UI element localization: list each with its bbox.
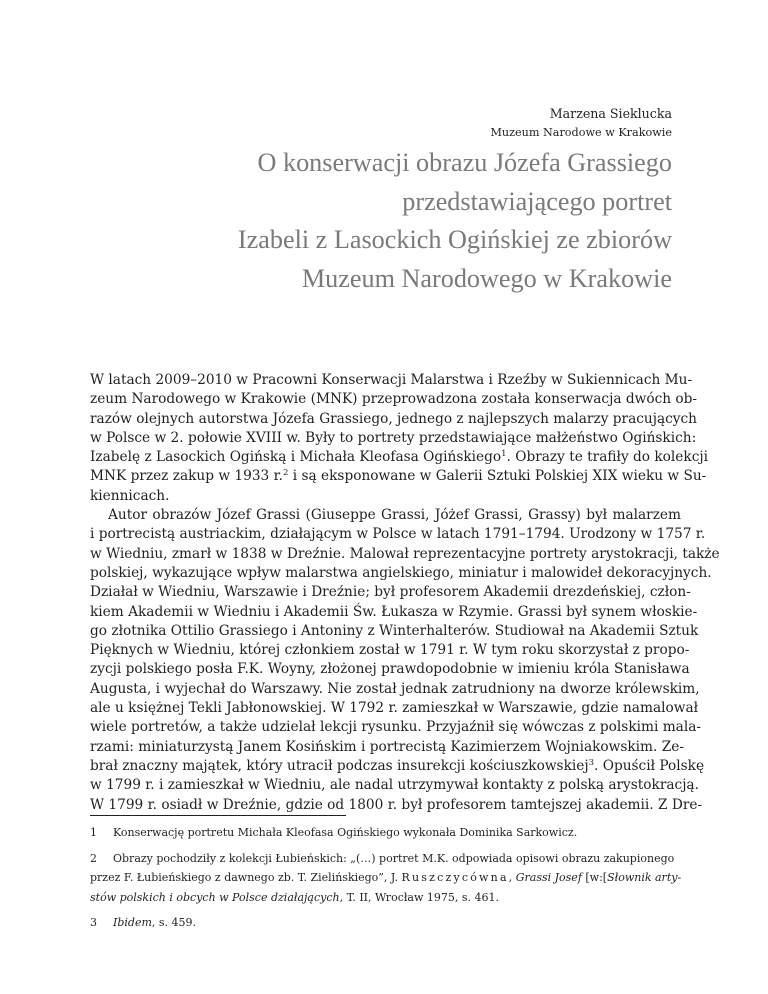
title-line: Muzeum Narodowego w Krakowie bbox=[301, 263, 672, 293]
body-line: zycji polskiego posła F.K. Woyny, złożonej prawdopodobnie w imieniu króla Stanisława bbox=[90, 661, 690, 678]
cited-source: stów polskich i obcych w Polsce działających bbox=[90, 890, 340, 904]
footnote-number: 2 bbox=[90, 851, 97, 865]
footnote-ref-2[interactable]: 2 bbox=[282, 468, 289, 479]
body-line: W 1799 r. osiadł w Dreźnie, gdzie od 1800 r. był profesorem tamtejszej akademii. Z Dre- bbox=[90, 796, 703, 813]
body-line: Działał w Wiedniu, Warszawie i Dreźnie; był profesorem Akademii drezdeńskiej, człon- bbox=[90, 584, 691, 601]
cited-source: Słownik arty- bbox=[607, 871, 682, 884]
body-line: Pięknych w Wiedniu, której członkiem został w 1791 r. W tym roku skorzystał z propo- bbox=[90, 642, 690, 659]
body-text-run: MNK przez zakup w 1933 r. bbox=[90, 468, 283, 485]
footnote-ref-1[interactable]: 1 bbox=[501, 449, 507, 460]
body-line: w 1799 r. i zamieszkał w Wiedniu, ale nadal utrzymywał kontakty z polską arystokracją. bbox=[90, 777, 699, 794]
body-line bbox=[90, 448, 708, 467]
footnote-3 bbox=[90, 913, 681, 933]
body-text-run: . Obrazy te trafiły do kolekcji bbox=[506, 449, 708, 466]
footnote-run: , s. 459. bbox=[151, 916, 197, 929]
body-line bbox=[90, 467, 707, 486]
body-text bbox=[90, 371, 720, 815]
title-line: przedstawiającego portret bbox=[402, 186, 672, 216]
footnote-number: 3 bbox=[90, 916, 97, 929]
footnote-number: 1 bbox=[90, 826, 97, 839]
body-line: razów olejnych autorstwa Józefa Grassiego, jednego z najlepszych malarzy pracujących bbox=[90, 410, 698, 427]
cited-title: Grassi Josef bbox=[515, 871, 582, 884]
cited-author: Ruszczycówna bbox=[401, 871, 509, 884]
body-line: Autor obrazów Józef Grassi (Giuseppe Grassi, Jóżef Grassi, Grassy) był malarzem bbox=[108, 507, 681, 524]
footnote-ref-3[interactable]: 3 bbox=[588, 757, 595, 768]
body-text-run: . Opuścił Polskę bbox=[594, 757, 705, 774]
body-text-run: Izabelę z Lasockich Ogińską i Michała Kleofasa Ogińskiego bbox=[90, 449, 502, 466]
author-name: Marzena Sieklucka bbox=[549, 106, 672, 121]
footnote-text: Obrazy pochodziły z kolekcji Łubieńskich: „(…) portret M.K. odpowiada opisowi obrazu zakupionego bbox=[113, 851, 675, 865]
body-line: w Wiedniu, zmarł w 1838 w Dreźnie. Malował reprezentacyjne portrety arystokracji, także bbox=[90, 545, 720, 562]
body-line: kiem Akademii w Wiedniu i Akademii Św. Łukasza w Rzymie. Grassi był synem włoskie- bbox=[90, 603, 698, 620]
footnote-run: , T. II, Wrocław 1975, s. 461. bbox=[339, 890, 500, 904]
body-line: W latach 2009–2010 w Pracowni Konserwacji Malarstwa i Rzeźby w Sukiennicach Mu- bbox=[90, 372, 693, 388]
footnote-text bbox=[90, 868, 681, 888]
footnote-2 bbox=[90, 849, 681, 908]
footnote-1 bbox=[90, 823, 681, 843]
footnote-text bbox=[90, 888, 681, 908]
author-institution: Muzeum Narodowe w Krakowie bbox=[490, 126, 672, 139]
body-line bbox=[90, 757, 705, 776]
body-line: i portrecistą austriackim, działającym w Polsce w latach 1791–1794. Urodzony w 1757 r. bbox=[90, 526, 706, 543]
body-text-run: i są eksponowane w Galerii Sztuki Polskiej XIX wieku w Su- bbox=[288, 468, 707, 485]
body-line: zeum Narodowego w Krakowie (MNK) przeprowadzona została konserwacja dwóch ob- bbox=[90, 391, 698, 408]
body-line: polskiej, wykazujące wpływ malarstwa angielskiego, miniatur i malowideł dekoracyjnych. bbox=[90, 564, 712, 581]
body-line: go złotnika Ottilio Grassiego i Antoniny z Winterhalterów. Studiował na Akademii Sztuk bbox=[90, 622, 699, 639]
footnote-text: Konserwację portretu Michała Kleofasa Ogińskiego wykonała Dominika Sarkowicz. bbox=[113, 826, 578, 839]
footnote-run: , bbox=[508, 871, 516, 884]
title-line: O konserwacji obrazu Józefa Grassiego bbox=[257, 148, 672, 177]
title-line: Izabeli z Lasockich Ogińskiej ze zbiorów bbox=[237, 225, 672, 254]
footnote-text bbox=[90, 913, 681, 933]
author-block bbox=[490, 104, 672, 142]
body-line: kiennicach. bbox=[90, 487, 170, 504]
footnotes bbox=[90, 823, 681, 933]
body-line: wiele portretów, a także udzielał lekcji rysunku. Przyjaźnił się wówczas z polskimi mala- bbox=[90, 719, 701, 736]
body-line: Augusta, i wyjechał do Warszawy. Nie został jednak zatrudniony na dworze królewskim, bbox=[90, 680, 700, 697]
article-title bbox=[72, 144, 672, 298]
body-line: w Polsce w 2. połowie XVIII w. Były to portrety przedstawiające małżeństwo Ogińskich: bbox=[90, 429, 697, 446]
footnote-run: [w:[ bbox=[581, 871, 608, 884]
footnote-run: przez F. Łubieńskiego z dawnego zb. T. Zielińskiego”, J. bbox=[90, 871, 402, 884]
body-line: ale u księżnej Tekli Jabłonowskiej. W 1792 r. zamieszkał w Warszawie, gdzie namalował bbox=[90, 700, 699, 717]
ibidem: Ibidem bbox=[113, 916, 152, 929]
footnote-divider bbox=[90, 815, 346, 816]
body-text-run: brał znaczny majątek, który utracił podczas insurekcji kościuszkowskiej bbox=[90, 757, 589, 774]
body-line: rzami: miniaturzystą Janem Kosińskim i portrecistą Kazimierzem Wojniakowskim. Ze- bbox=[90, 738, 684, 755]
